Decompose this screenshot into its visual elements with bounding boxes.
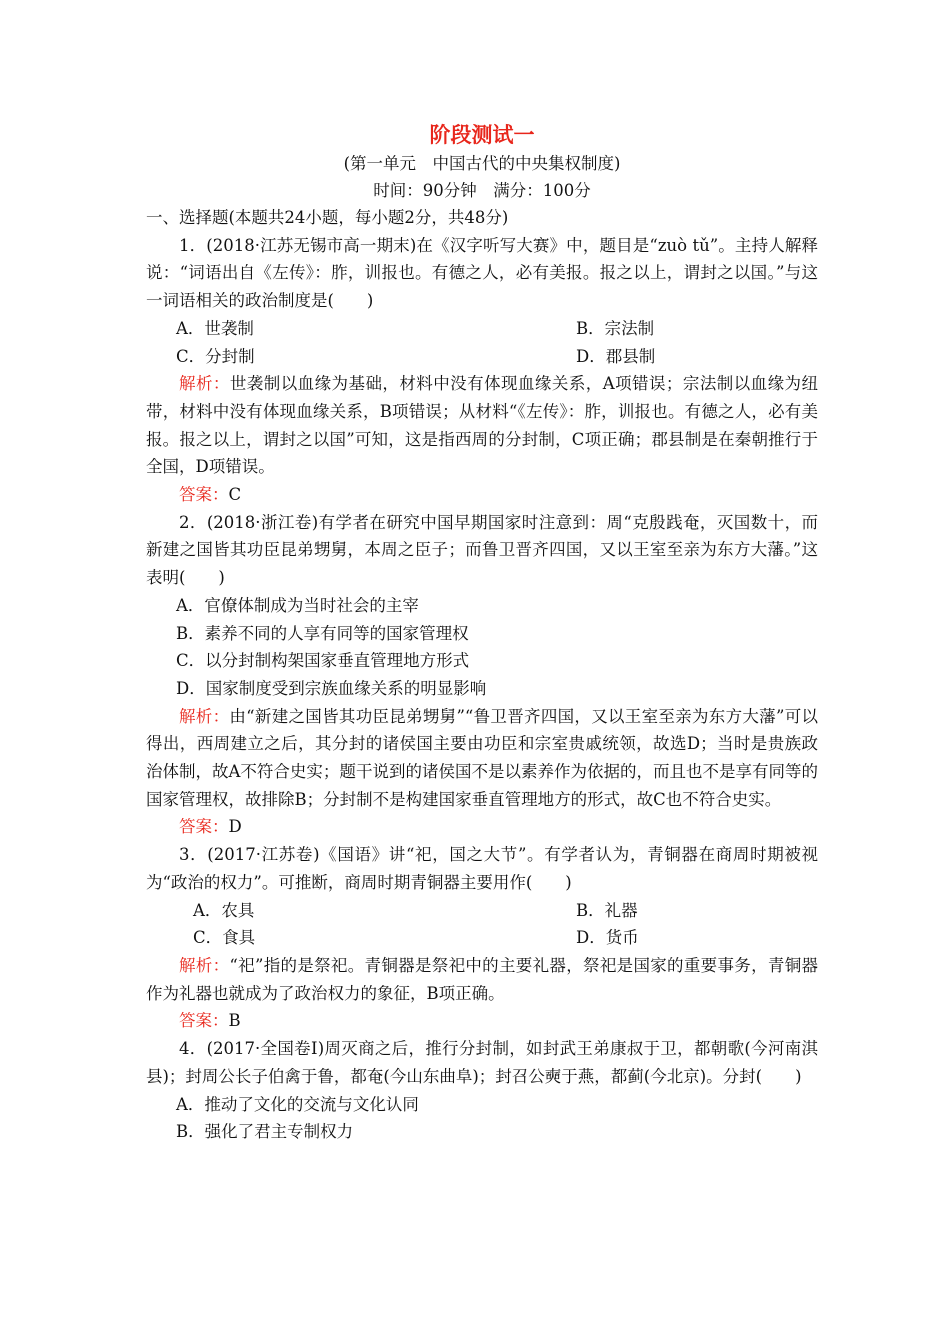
analysis-label: 解析： — [179, 374, 230, 394]
option-row — [146, 924, 818, 952]
analysis — [146, 703, 818, 814]
option-row — [146, 315, 818, 343]
option-b: B．宗法制 — [576, 318, 655, 338]
page-title: 阶段测试一 — [429, 122, 535, 147]
option-a: A．官僚体制成为当时社会的主宰 — [176, 595, 419, 615]
analysis-text: 世袭制以血缘为基础，材料中没有体现血缘关系，A项错误；宗法制以血缘为纽带，材料中没有体现血缘关系，B项错误；从材料“《左传》：胙，训报也。有德之人，必有美报。报之以上，谓封之以国”可知，这是指西周的分封制，C项正确；郡县制是在秦朝推行于全国，D项错误。 — [146, 374, 819, 477]
question-2 — [146, 509, 818, 841]
question-stem: 4．(2017·全国卷Ⅰ)周灭商之后，推行分封制，如封武王弟康叔于卫，都朝歌(今河南淇县)；封周公长子伯禽于鲁，都奄(今山东曲阜)；封召公奭于燕，都蓟(今北京)。分封( ) — [146, 1039, 818, 1086]
answer-value: D — [228, 817, 242, 837]
option-b: B．强化了君主专制权力 — [176, 1122, 354, 1142]
answer-label: 答案： — [179, 485, 229, 505]
answer — [146, 481, 818, 509]
option-b: B．素养不同的人享有同等的国家管理权 — [176, 623, 469, 643]
exam-meta: 时间：90分钟 满分：100分 — [373, 181, 591, 200]
answer-label: 答案： — [179, 1011, 229, 1031]
option-d: D．国家制度受到宗族血缘关系的明显影响 — [176, 678, 487, 698]
answer-value: B — [228, 1011, 241, 1031]
analysis-text: “祀”指的是祭祀。青铜器是祭祀中的主要礼器，祭祀是国家的重要事务，青铜器作为礼器也就成为了政治权力的象征，B项正确。 — [146, 955, 818, 1003]
question-4 — [146, 1035, 818, 1146]
question-stem: 2．(2018·浙江卷)有学者在研究中国早期国家时注意到：周“克殷践奄，灭国数十，而新建之国皆其功臣昆弟甥舅，本周之臣子；而鲁卫晋齐四国，又以王室至亲为东方大藩。”这表明( ) — [146, 512, 818, 588]
question-stem: 3．(2017·江苏卷)《国语》讲“祀，国之大节”。有学者认为，青铜器在商周时期被视为“政治的权力”。可推断，商周时期青铜器主要用作( ) — [146, 845, 818, 892]
option-a: A．世袭制 — [176, 318, 254, 338]
question-stem: 1．(2018·江苏无锡市高一期末)在《汉字听写大赛》中，题目是“zuò tǔ”。主持人解释说：“词语出自《左传》：胙，训报也。有德之人，必有美报。报之以上，谓封之以国。”与这一词语相关的政治制度是( ) — [146, 235, 818, 311]
answer — [146, 813, 818, 841]
answer-value: C — [228, 485, 242, 505]
question-3 — [146, 841, 818, 1035]
analysis-label: 解析： — [179, 955, 230, 975]
option-c: C．食具 — [193, 928, 256, 948]
answer-label: 答案： — [179, 817, 229, 837]
section-heading: 一、选择题(本题共24小题，每小题2分，共48分) — [146, 208, 509, 227]
question-1 — [146, 232, 818, 509]
analysis — [146, 370, 818, 481]
option-a: A．推动了文化的交流与文化认同 — [176, 1094, 419, 1114]
option-row — [146, 897, 818, 925]
option-row — [146, 343, 818, 371]
analysis-label: 解析： — [179, 706, 230, 726]
answer — [146, 1007, 818, 1035]
unit-subtitle: (第一单元 中国古代的中央集权制度) — [343, 154, 621, 173]
option-a: A．农具 — [193, 900, 255, 920]
option-c: C．以分封制构架国家垂直管理地方形式 — [176, 651, 470, 671]
option-d: D．货币 — [576, 928, 639, 948]
analysis — [146, 952, 818, 1007]
option-c: C．分封制 — [176, 346, 255, 366]
option-b: B．礼器 — [576, 900, 638, 920]
analysis-text: 由“新建之国皆其功臣昆弟甥舅”“鲁卫晋齐四国，又以王室至亲为东方大藩”可以得出，西周建立之后，其分封的诸侯国主要由功臣和宗室贵戚统领，故选D；当时是贵族政治体制，故A不符合史实；题干说到的诸侯国不是以素养作为依据的，而且也不是享有同等的国家管理权，故排除B；分封制不是构建国家垂直管理地方的形式，故C也不符合史实。 — [146, 706, 818, 809]
option-d: D．郡县制 — [576, 346, 656, 366]
document-content — [146, 120, 818, 1146]
